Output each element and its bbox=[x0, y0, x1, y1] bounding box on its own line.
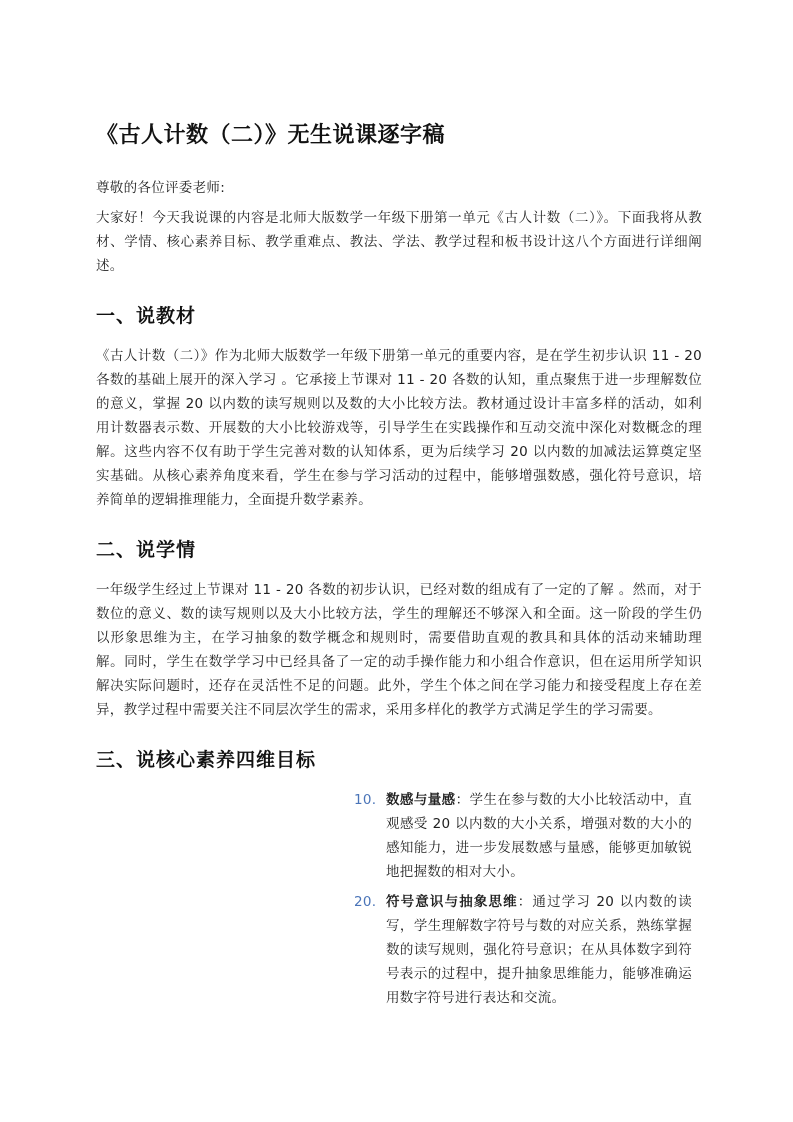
goal-number: 20. bbox=[354, 894, 377, 910]
section-body-textbook: 《古人计数（二）》作为北师大版数学一年级下册第一单元的重要内容，是在学生初步认识 11 - 20 各数的基础上展开的深入学习 。它承接上节课对 11 - 20 各数的认知，重点聚焦于进一步理解数位的意义，掌握 20 以内数的读写规则以及数的大小比较方法。教材通过设计丰富多样的活动，如利用计数器表示数、开展数的大小比较游戏等，引导学生在实践操作和互动交流中深化对数概念的理解。这些内容不仅有助于学生完善对数的认知体系，更为后续学习 20 以内数的加减法运算奠定坚实基础。从核心素养角度来看，学生在参与学习活动的过程中，能够增强数感，强化符号意识，培养简单的逻辑推理能力，全面提升数学素养。 bbox=[96, 348, 702, 508]
goal-item bbox=[354, 788, 692, 884]
document-title: 《古人计数（二）》无生说课逐字稿 bbox=[96, 123, 446, 148]
section-body-students: 一年级学生经过上节课对 11 - 20 各数的初步认识，已经对数的组成有了一定的了解 。然而，对于数位的意义、数的读写规则以及大小比较方法，学生的理解还不够深入和全面。这一阶段的学生仍以形象思维为主，在学习抽象的数学概念和规则时，需要借助直观的教具和具体的活动来辅助理解。同时，学生在数学学习中已经具备了一定的动手操作能力和小组合作意识，但在运用所学知识解决实际问题时，还存在灵活性不足的问题。此外，学生个体之间在学习能力和接受程度上存在差异，教学过程中需要关注不同层次学生的需求，采用多样化的教学方式满足学生的学习需要。 bbox=[96, 582, 702, 718]
section-heading-textbook: 一、说教材 bbox=[96, 305, 197, 327]
goal-text: ：通过学习 20 以内数的读写，学生理解数字符号与数的对应关系，熟练掌握数的读写规则，强化符号意识；在从具体数字到符号表示的过程中，提升抽象思维能力，能够准确运用数字符号进行表达和交流。 bbox=[386, 894, 692, 1006]
goal-term: 符号意识与抽象思维 bbox=[386, 894, 518, 910]
goal-text: ：学生在参与数的大小比较活动中，直观感受 20 以内数的大小关系，增强对数的大小的感知能力，进一步发展数感与量感，能够更加敏锐地把握数的相对大小。 bbox=[386, 792, 692, 880]
section-heading-goals: 三、说核心素养四维目标 bbox=[96, 749, 317, 771]
document-page bbox=[96, 118, 702, 1016]
goal-number: 10. bbox=[354, 792, 377, 808]
goal-item bbox=[354, 890, 692, 1010]
greeting: 尊敬的各位评委老师: bbox=[96, 180, 226, 196]
goal-term: 数感与量感 bbox=[386, 792, 456, 808]
intro-paragraph: 大家好！今天我说课的内容是北师大版数学一年级下册第一单元《古人计数（二）》。下面我将从教材、学情、核心素养目标、教学重难点、教法、学法、教学过程和板书设计这八个方面进行详细阐述。 bbox=[96, 210, 702, 274]
section-heading-students: 二、说学情 bbox=[96, 539, 197, 561]
goals-list bbox=[354, 788, 692, 1010]
